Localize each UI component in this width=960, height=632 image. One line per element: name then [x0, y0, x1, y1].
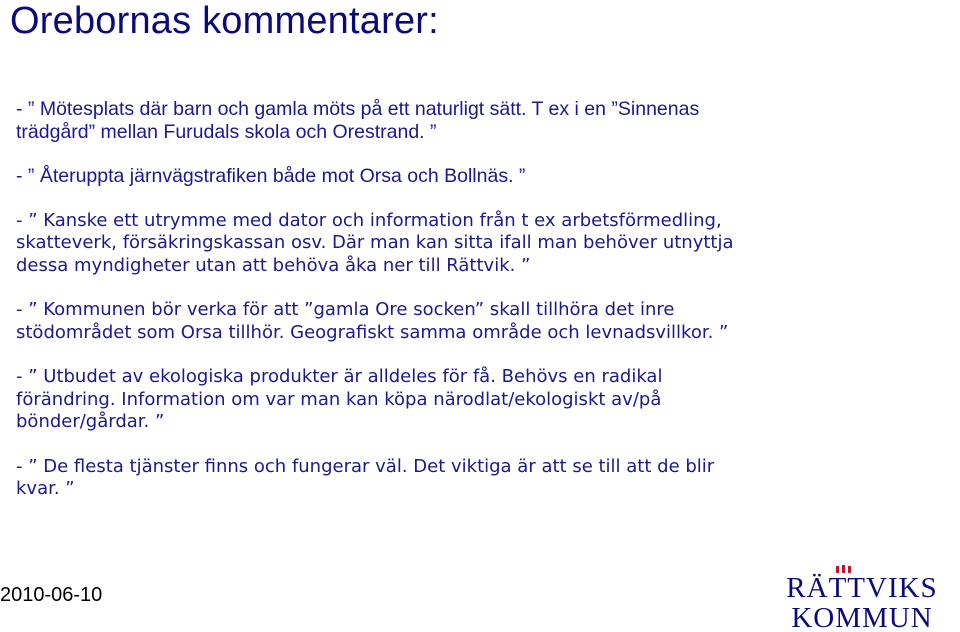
logo-text-line2: KOMMUN — [791, 602, 933, 630]
logo-text-line1: RÄTTVIKS — [786, 572, 938, 604]
comment-item: - ” Utbudet av ekologiska produkter är alldeles för få. Behövs en radikal förändring. Information om var man kan köpa närodlat/ekologiskt av/på bönder/gårdar. ” — [16, 366, 663, 432]
comment-item: - ” De flesta tjänster finns och fungerar väl. Det viktiga är att se till att de blir kvar. ” — [16, 455, 715, 499]
comment-item: - ” Mötesplats där barn och gamla möts på ett naturligt sätt. T ex i en ”Sinnenas trädgård” mellan Furudals skola och Orestrand. ” — [16, 98, 700, 143]
slide-title: Orebornas kommentarer: — [10, 0, 439, 42]
comment-item: - ” Kanske ett utrymme med dator och information från t ex arbetsförmedling, skatteverk, försäkringskassan osv. Där man kan sitta ifall man behöver utnyttja dessa myndigheter utan att behöva åka ner till Rättvik. ” — [16, 209, 734, 276]
rattviks-kommun-logo — [770, 565, 955, 630]
comment-item: - ” Återuppta järnvägstrafiken både mot Orsa och Bollnäs. ” — [16, 165, 526, 187]
footer-date: 2010-06-10 — [0, 584, 103, 606]
comment-item: - ” Kommunen bör verka för att ”gamla Ore socken” skall tillhöra det inre stödområdet som Orsa tillhör. Geografiskt samma område och levnadsvillkor. ” — [16, 299, 729, 343]
comment-list — [16, 98, 756, 523]
